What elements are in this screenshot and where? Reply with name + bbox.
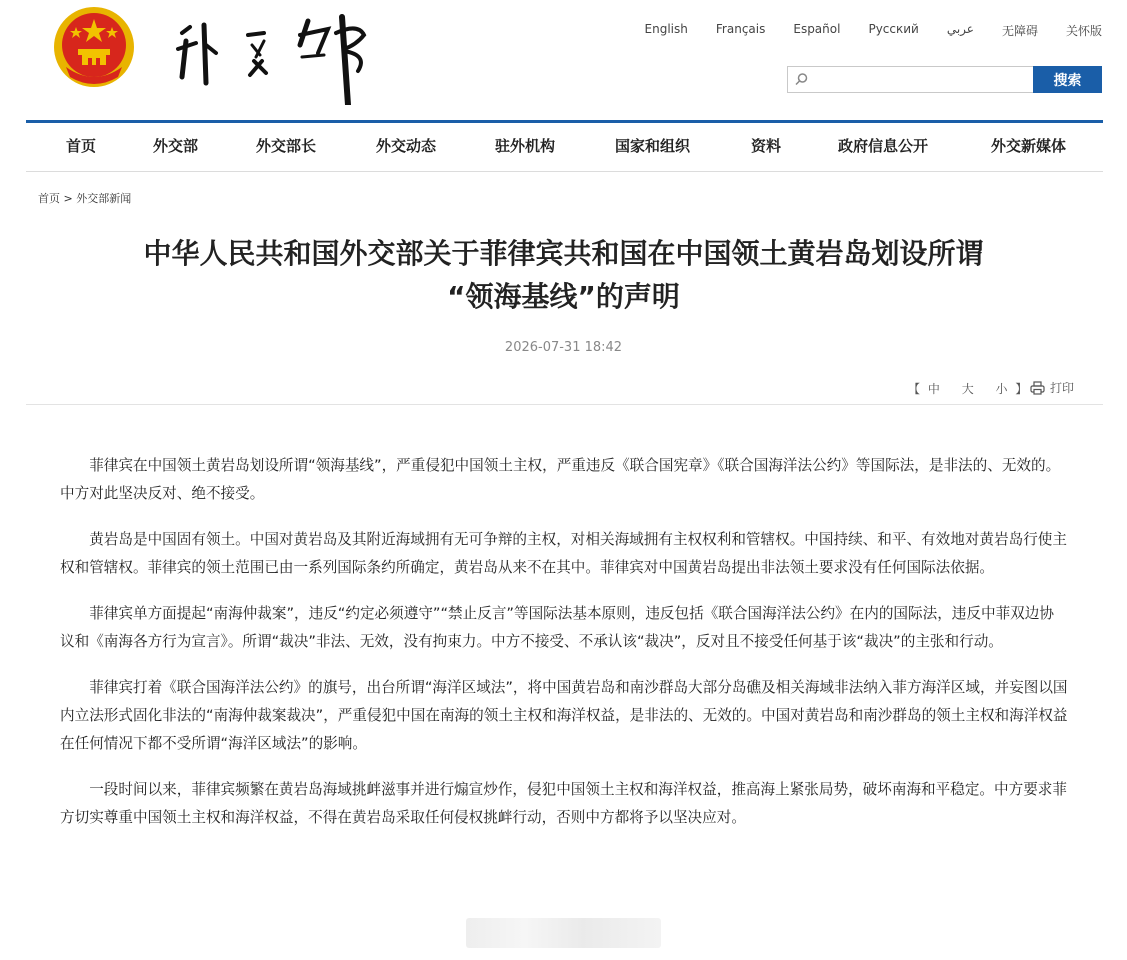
print-label: 打印: [1050, 381, 1075, 395]
font-size-bracket-close: 】: [1015, 382, 1030, 396]
watermark-blur: [466, 918, 661, 948]
nav-item-new-media[interactable]: 外交新媒体: [991, 137, 1067, 155]
main-nav: [26, 120, 1103, 172]
lang-english-link[interactable]: English: [644, 22, 688, 36]
accessibility-link[interactable]: 无障碍: [1001, 24, 1038, 38]
article-paragraph: 菲律宾打着《联合国海洋法公约》的旗号，出台所谓“海洋区域法”，将中国黄岩岛和南沙群岛大部分岛礁及相关海域非法纳入菲方海洋区域，并妄图以国内立法形式固化非法的“南海仲裁案裁决”，严重侵犯中国在南海的领土主权和海洋权益，是非法的、无效的。中国对黄岩岛和南沙群岛的领土主权和海洋权益在任何情况下都不受所谓“海洋区域法”的影响。: [60, 679, 1068, 752]
language-bar: [617, 22, 1102, 39]
article-body: [60, 452, 1068, 850]
ministry-calligraphy-logo: [168, 5, 388, 105]
lang-spanish-link[interactable]: Español: [793, 22, 841, 36]
font-size-large-button[interactable]: 中: [927, 382, 942, 396]
nav-item-home[interactable]: 首页: [66, 137, 97, 155]
printer-icon: [1030, 381, 1045, 395]
nav-item-resources[interactable]: 资料: [751, 137, 782, 155]
breadcrumb-separator: >: [63, 192, 73, 205]
nav-item-ministry[interactable]: 外交部: [153, 137, 199, 155]
article-title-line1: 中华人民共和国外交部关于菲律宾共和国在中国领土黄岩岛划设所谓: [143, 237, 984, 270]
nav-item-missions-abroad[interactable]: 驻外机构: [495, 137, 556, 155]
search-button[interactable]: 搜索: [1033, 66, 1102, 93]
print-button[interactable]: [1030, 379, 1074, 396]
font-size-medium-button[interactable]: 大: [961, 382, 976, 396]
article-paragraph: 黄岩岛是中国固有领土。中国对黄岩岛及其附近海域拥有无可争辩的主权，对相关海域拥有主权权利和管辖权。中国持续、和平、有效地对黄岩岛行使主权和管辖权。菲律宾的领土范围已由一系列国际条约所确定，黄岩岛从来不在其中。菲律宾对中国黄岩岛提出非法领土要求没有任何国际法依据。: [60, 531, 1067, 576]
breadcrumb-home-link[interactable]: 首页: [38, 192, 60, 205]
lang-russian-link[interactable]: Русский: [868, 22, 919, 36]
search-bar: [787, 66, 1102, 93]
nav-item-diplomatic-news[interactable]: 外交动态: [376, 137, 437, 155]
article-paragraph: 一段时间以来，菲律宾频繁在黄岩岛海域挑衅滋事并进行煽宣炒作，侵犯中国领土主权和海洋权益，推高海上紧张局势，破坏南海和平稳定。中方要求菲方切实尊重中国领土主权和海洋权益，不得在黄岩岛采取任何侵权挑衅行动，否则中方都将予以坚决应对。: [60, 781, 1067, 826]
lang-arabic-link[interactable]: عربي: [946, 22, 974, 36]
search-icon: [794, 72, 809, 87]
article-title-line2: “领海基线”的声明: [447, 280, 680, 313]
nav-item-minister[interactable]: 外交部长: [256, 137, 317, 155]
nav-item-countries-organizations[interactable]: 国家和组织: [615, 137, 691, 155]
search-box: [787, 66, 1033, 93]
article-title: [50, 232, 1077, 318]
article-date: 2026-07-31 18:42: [504, 340, 623, 355]
elderly-care-link[interactable]: 关怀版: [1065, 24, 1102, 38]
nav-item-government-info[interactable]: 政府信息公开: [838, 137, 929, 155]
header-divider: [26, 404, 1103, 405]
breadcrumb: [38, 190, 131, 206]
font-size-bracket-open: 【: [908, 382, 923, 396]
font-size-selector: [908, 380, 1029, 397]
article-paragraph: 菲律宾在中国领土黄岩岛划设所谓“领海基线”，严重侵犯中国领土主权，严重违反《联合国宪章》《联合国海洋法公约》等国际法，是非法的、无效的。中方对此坚决反对、绝不接受。: [60, 457, 1061, 502]
national-emblem-logo: [52, 5, 136, 89]
search-input[interactable]: [812, 70, 1031, 91]
lang-french-link[interactable]: Français: [715, 22, 766, 36]
font-size-small-button[interactable]: 小: [995, 382, 1010, 396]
article-paragraph: 菲律宾单方面提起“南海仲裁案”，违反“约定必须遵守”“禁止反言”等国际法基本原则，违反包括《联合国海洋法公约》在内的国际法，违反中菲双边协议和《南海各方行为宣言》。所谓“裁决”非法、无效，没有拘束力。中方不接受、不承认该“裁决”，反对且不接受任何基于该“裁决”的主张和行动。: [60, 605, 1054, 650]
breadcrumb-current-link[interactable]: 外交部新闻: [76, 192, 132, 205]
